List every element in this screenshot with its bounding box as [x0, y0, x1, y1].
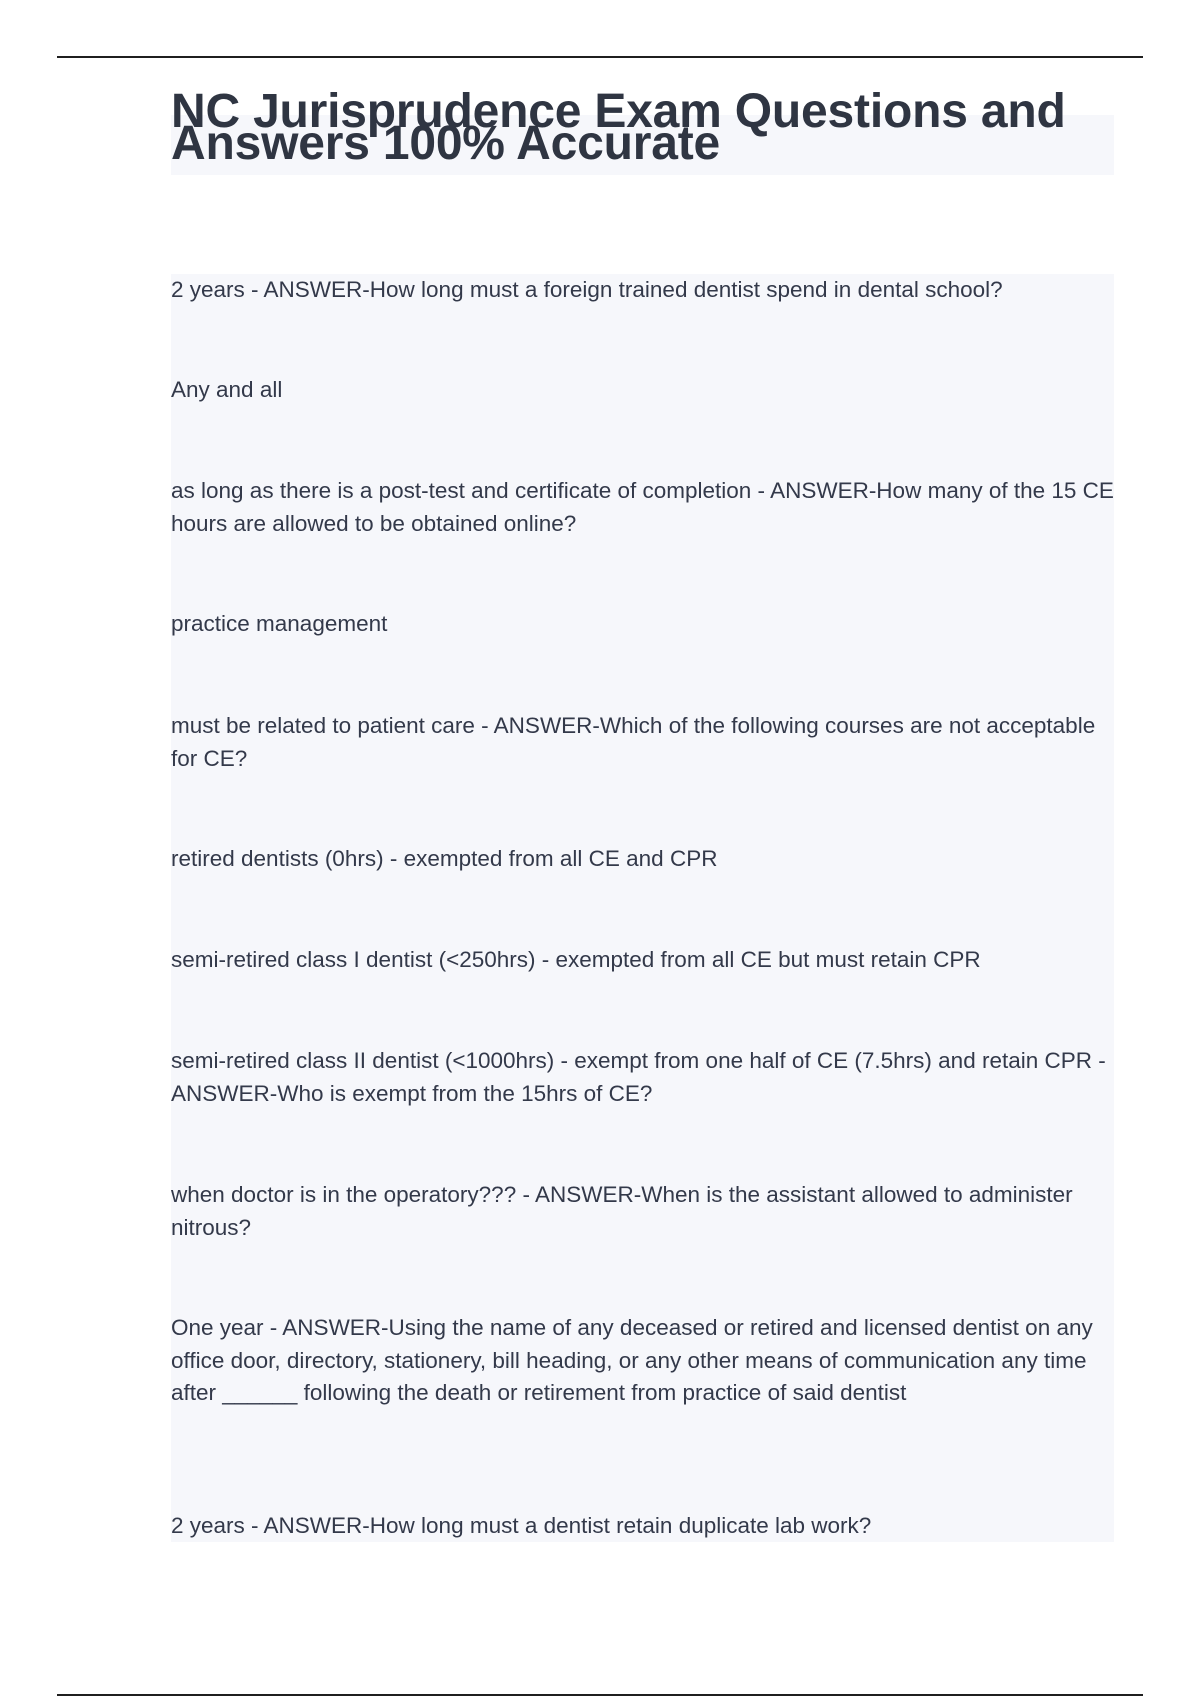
qa-item-11: 2 years - ANSWER-How long must a dentist retain duplicate lab work? [171, 1513, 872, 1538]
top-rule [57, 56, 1143, 58]
document-title: NC Jurisprudence Exam Questions and Answers 100% Accurate [171, 85, 1066, 170]
qa-item-3: as long as there is a post-test and certificate of completion - ANSWER-How many of the 15 CE hours are allowed to be obtained online? [171, 478, 1114, 536]
qa-item-2: Any and all [171, 377, 283, 402]
qa-item-9: when doctor is in the operatory??? - ANSWER-When is the assistant allowed to administer nitrous? [171, 1182, 1073, 1240]
qa-item-7: semi-retired class I dentist (<250hrs) - exempted from all CE but must retain CPR [171, 947, 981, 972]
qa-item-6: retired dentists (0hrs) - exempted from all CE and CPR [171, 846, 718, 871]
bottom-rule [57, 1694, 1143, 1696]
qa-item-1: 2 years - ANSWER-How long must a foreign trained dentist spend in dental school? [171, 277, 1003, 302]
qa-item-8: semi-retired class II dentist (<1000hrs) - exempt from one half of CE (7.5hrs) and retain CPR - ANSWER-Who is exempt from the 15hrs of CE? [171, 1048, 1106, 1106]
qa-item-4: practice management [171, 611, 388, 636]
qa-item-5: must be related to patient care - ANSWER-Which of the following courses are not acceptable for CE? [171, 713, 1096, 771]
qa-item-10: One year - ANSWER-Using the name of any deceased or retired and licensed dentist on any office door, directory, stationery, bill heading, or any other means of communication any time after ______ following the death or retirement from practice of said dentist [171, 1315, 1093, 1405]
